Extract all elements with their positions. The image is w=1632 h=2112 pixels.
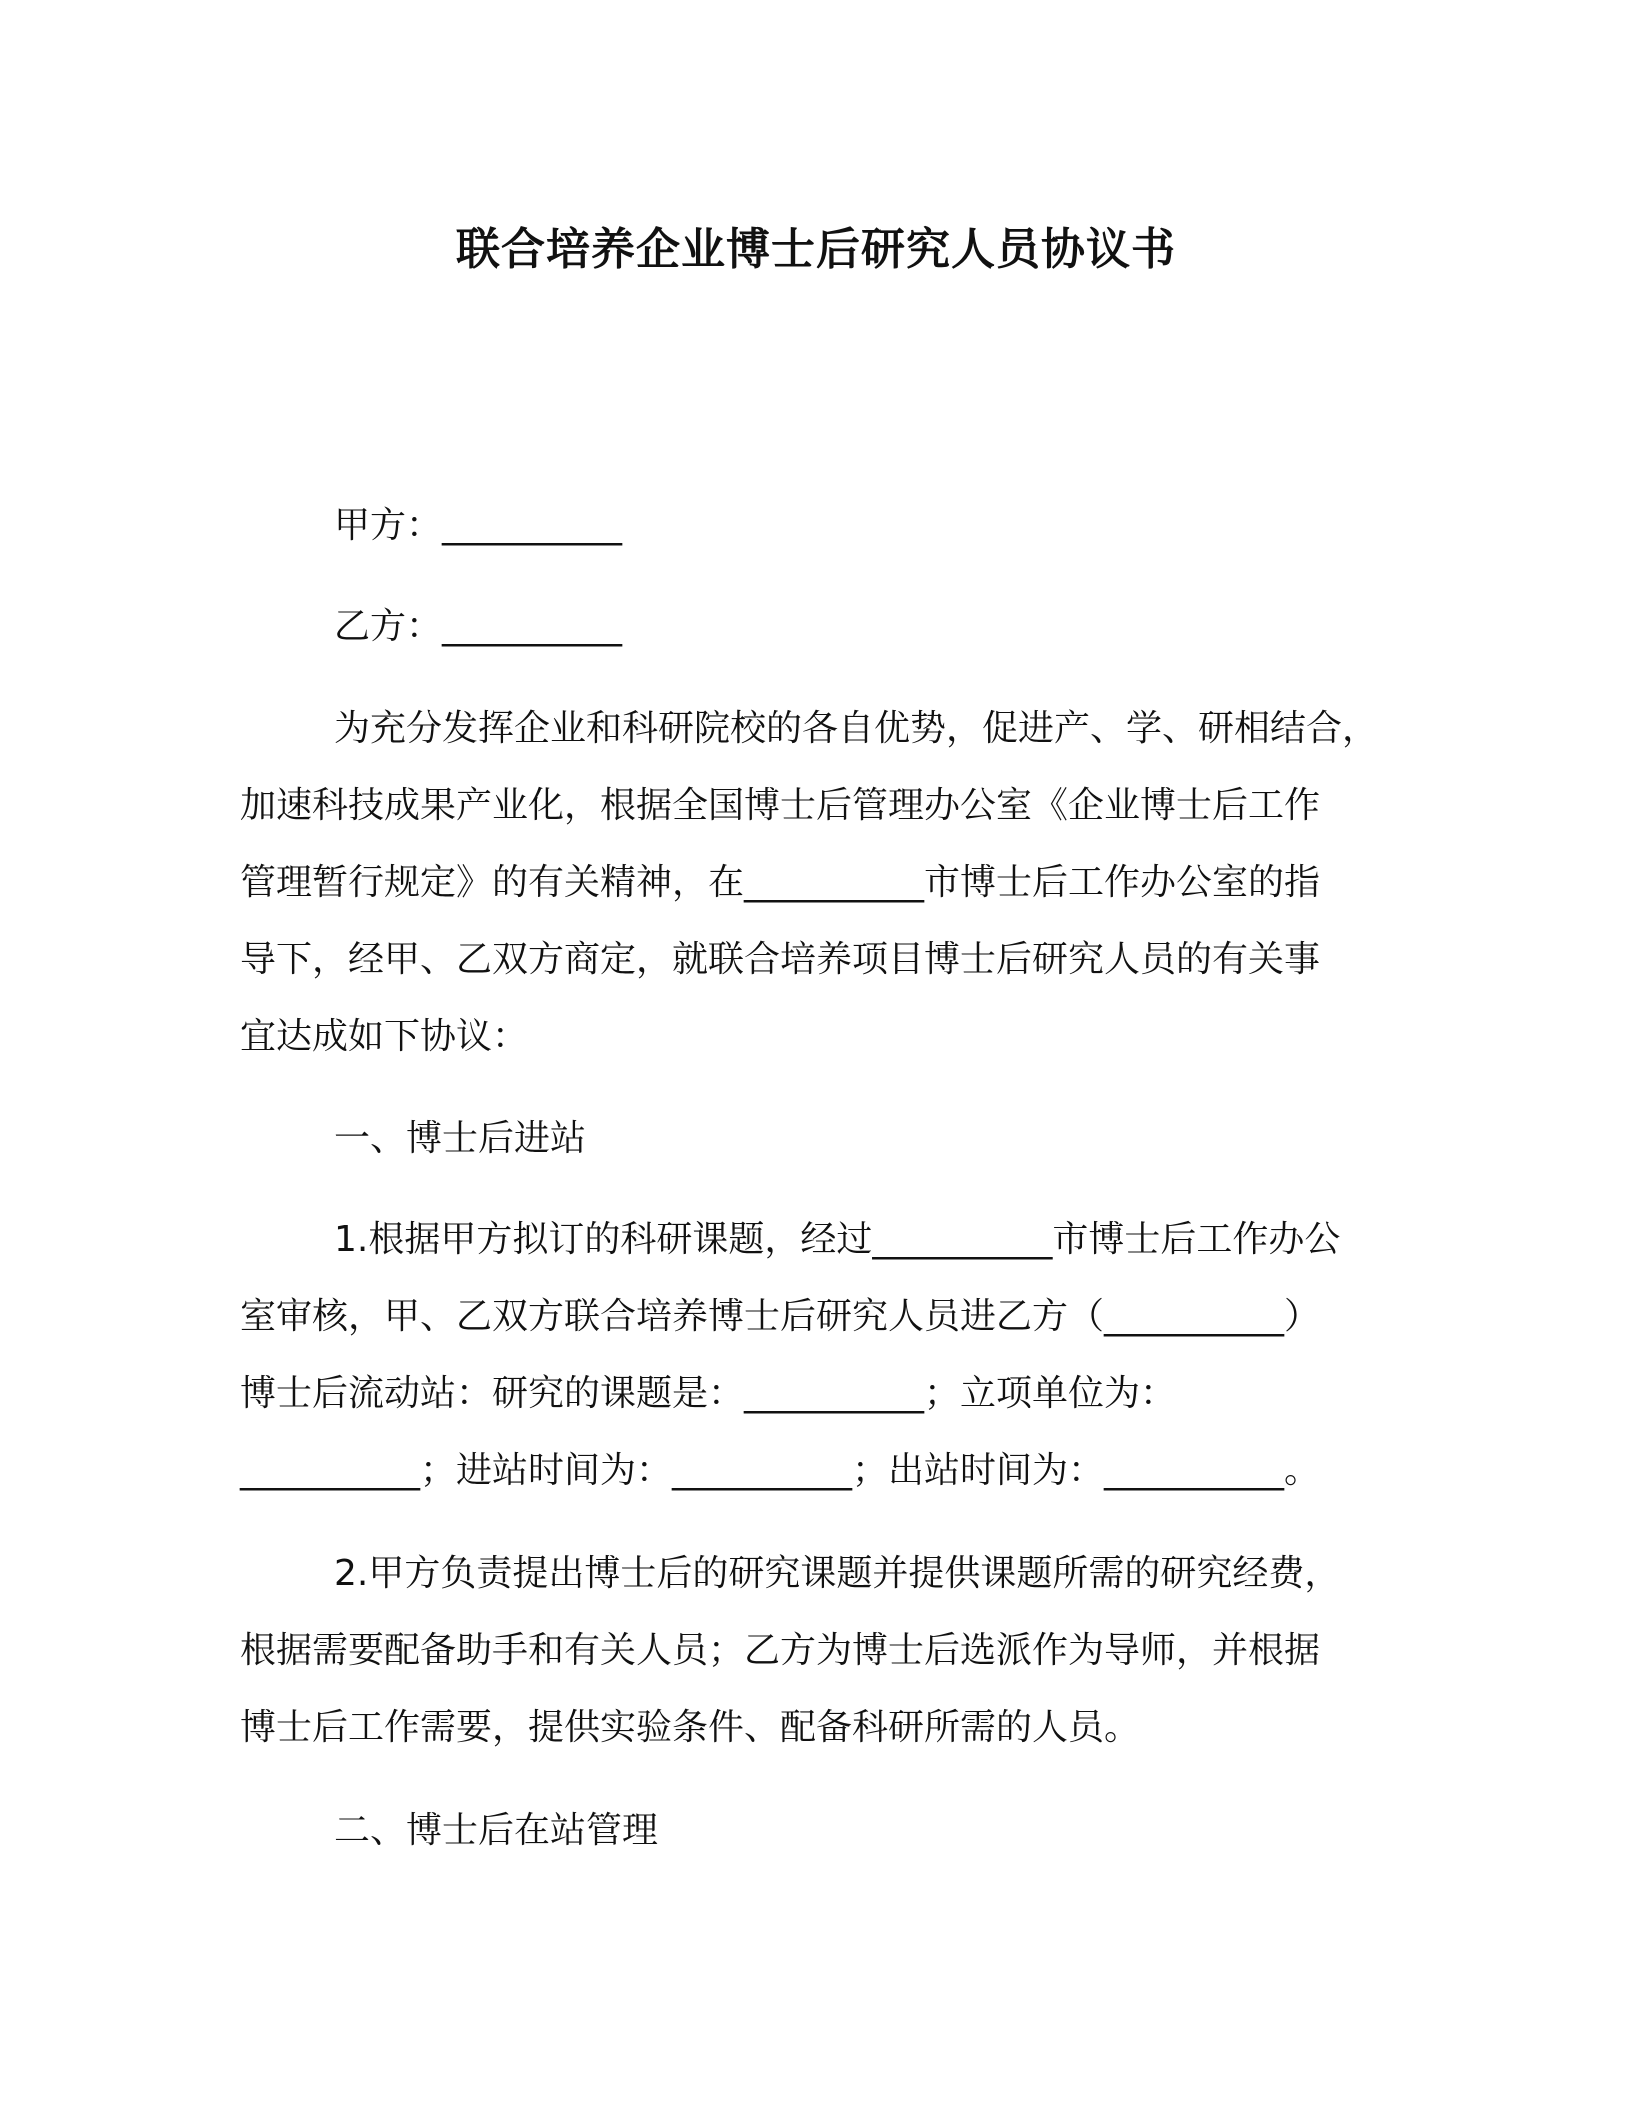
clause-2-paragraph: [240, 1535, 1400, 1766]
intro-line: 为充分发挥企业和科研院校的各自优势，促进产、学、研相结合，: [334, 708, 1379, 749]
intro-line: 宜达成如下协议：: [240, 1016, 529, 1057]
party-a-line: 甲方：__________: [334, 505, 623, 546]
document-title: 联合培养企业博士后研究人员协议书: [456, 224, 1176, 275]
clause-1-line: 博士后流动站：研究的课题是：__________；立项单位为：: [240, 1373, 1177, 1414]
clause-1-paragraph: [240, 1201, 1400, 1509]
intro-paragraph: [240, 690, 1400, 1075]
section-heading-1: 一、博士后进站: [334, 1118, 587, 1159]
intro-line: 加速科技成果产业化，根据全国博士后管理办公室《企业博士后工作: [240, 785, 1321, 826]
intro-line: 管理暂行规定》的有关精神，在__________市博士后工作办公室的指: [240, 862, 1321, 903]
clause-1-line: 室审核，甲、乙双方联合培养博士后研究人员进乙方（__________）: [240, 1296, 1321, 1337]
intro-line: 导下，经甲、乙双方商定，就联合培养项目博士后研究人员的有关事: [240, 939, 1321, 980]
clause-2-line: 根据需要配备助手和有关人员；乙方为博士后选派作为导师，并根据: [240, 1630, 1321, 1671]
clause-2-line: 博士后工作需要，提供实验条件、配备科研所需的人员。: [240, 1707, 1141, 1748]
party-b-line: 乙方：__________: [334, 606, 623, 647]
section-heading-2: 二、博士后在站管理: [334, 1810, 659, 1851]
clause-2-line: 2.甲方负责提出博士后的研究课题并提供课题所需的研究经费，: [334, 1553, 1341, 1594]
clause-1-line: 1.根据甲方拟订的科研课题，经过__________市博士后工作办公: [334, 1219, 1341, 1260]
clause-1-line: __________；进站时间为：__________；出站时间为：__________。: [240, 1450, 1321, 1491]
